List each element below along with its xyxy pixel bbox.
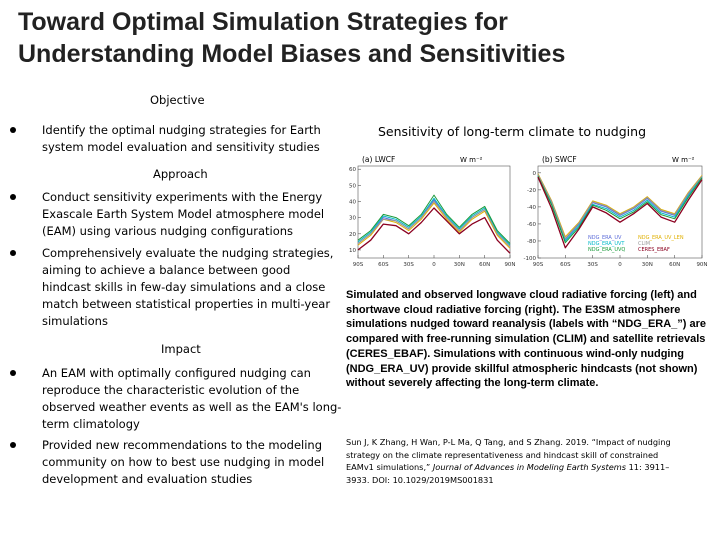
y-tick-label: 50 — [349, 183, 356, 190]
impact-bullet-text: An EAM with optimally configured nudging can reproduce the characteristic evolution of the observed weather events as well as the EAM's long-term climatology — [42, 366, 342, 431]
legend-item: NDG_ERA_UV — [588, 235, 622, 241]
x-tick-label: 60S — [378, 262, 389, 268]
impact-heading: Impact — [161, 342, 201, 356]
legend-item: CLIM — [638, 241, 651, 247]
objective-bullet-text: Identify the optimal nudging strategies for Earth system model evaluation and sensitivity studies — [42, 123, 321, 154]
x-tick-label: 30N — [641, 262, 653, 268]
bullet-dot — [10, 127, 16, 133]
figure-heading: Sensitivity of long-term climate to nudging — [378, 124, 647, 139]
figure-legend — [588, 235, 684, 253]
y-tick-label: -60 — [527, 221, 536, 228]
x-tick-label: 90N — [504, 262, 516, 268]
objective-heading: Objective — [150, 93, 205, 107]
citation-details: 11: 3911–3933. DOI: 10.1029/2019MS001831 — [346, 462, 670, 485]
panel-b-title: (b) SWCF — [542, 155, 577, 164]
x-tick-label: 60N — [479, 262, 491, 268]
bullet-dot — [10, 370, 16, 376]
x-tick-label: 30N — [453, 262, 465, 268]
legend-item: CERES_EBAF — [638, 247, 670, 253]
slide-title-line-2: Understanding Model Biases and Sensitivities — [18, 40, 566, 68]
approach-heading: Approach — [153, 167, 208, 181]
y-tick-label: 30 — [349, 215, 356, 222]
bullet-dot — [10, 194, 16, 200]
citation — [346, 436, 686, 486]
x-tick-label: 90S — [352, 262, 364, 268]
approach-bullet-text: Conduct sensitivity experiments with the Energy Exascale Earth System Model atmosphere model (EAM) using various nudging configurations — [42, 190, 325, 238]
panel-a-unit: W m⁻² — [460, 156, 483, 164]
y-tick-label: 10 — [349, 247, 356, 254]
bullet-dot — [10, 442, 16, 448]
panel-lwcf — [349, 155, 516, 268]
y-tick-label: -20 — [527, 187, 536, 194]
legend-item: NDG_ERA_UVT — [588, 241, 625, 247]
figure-panels — [340, 150, 715, 272]
series-line-ndg-era-uv-len — [538, 174, 702, 237]
series-line-ndg-era-uv-len — [358, 203, 510, 248]
x-tick-label: 0 — [432, 262, 436, 268]
slide-title — [18, 6, 708, 70]
x-tick-label: 60N — [669, 262, 681, 268]
y-tick-label: 40 — [349, 199, 356, 206]
panel-b-unit: W m⁻² — [672, 156, 695, 164]
x-tick-label: 30S — [403, 262, 414, 268]
x-tick-label: 60S — [560, 262, 571, 268]
citation-journal: Journal of Advances in Modeling Earth Systems — [432, 462, 626, 472]
y-tick-label: 60 — [349, 167, 356, 174]
y-tick-label: -40 — [527, 204, 536, 211]
y-tick-label: 0 — [532, 170, 536, 177]
panel-a-title: (a) LWCF — [362, 155, 396, 164]
citation-text: Sun J, K Zhang, H Wan, P-L Ma, Q Tang, and S Zhang. 2019. “Impact of nudging strategy on the climate representativeness and hindcast skill of constrained EAMv1 simulations,” — [346, 437, 671, 472]
approach-bullet-text: Comprehensively evaluate the nudging strategies, aiming to achieve a balance between good hindcast skills in few-day simulations and a close match between statistical properties in multi-year simulations — [42, 246, 334, 328]
y-tick-label: 20 — [349, 231, 356, 238]
x-tick-label: 90N — [696, 262, 708, 268]
figure-caption: Simulated and observed longwave cloud radiative forcing (left) and shortwave cloud radiative forcing (right). The E3SM atmosphere simulations nudged toward reanalysis (labels with “NDG_ERA_”) are compared with free-running simulation (CLIM) and satellite retrievals (CERES_EBAF). Simulations with continuous wind-only nudging (NDG_ERA_UV) provide skillful atmospheric hindcasts (not shown) without severely affecting the long-term climate. — [346, 289, 707, 390]
legend-item: NDG_ERA_UVQ — [588, 247, 626, 253]
impact-bullet-text: Provided new recommendations to the modeling community on how to best use nudging in model development and evaluation studies — [42, 438, 325, 486]
x-tick-label: 90S — [532, 262, 544, 268]
x-tick-label: 0 — [618, 262, 622, 268]
y-tick-label: -80 — [527, 238, 536, 245]
y-tick-label: -100 — [523, 256, 536, 262]
legend-item: NDG_ERA_UV_LEN — [638, 235, 684, 241]
x-tick-label: 30S — [587, 262, 598, 268]
bullet-dot — [10, 250, 16, 256]
slide-title-line-1: Toward Optimal Simulation Strategies for — [18, 8, 508, 36]
